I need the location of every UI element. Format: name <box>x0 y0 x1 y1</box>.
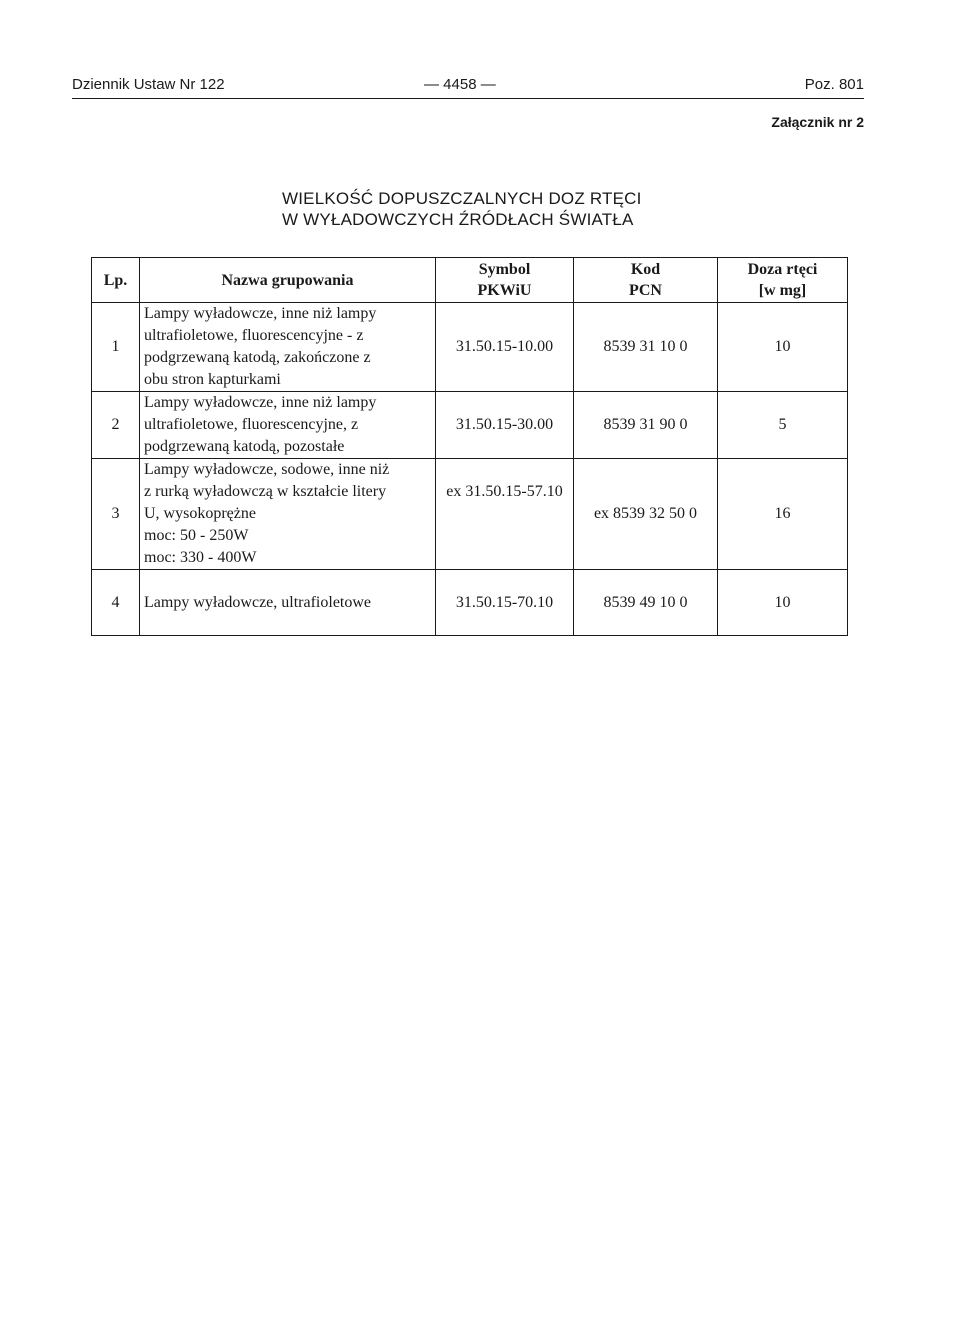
row-lp: 1 <box>92 303 140 392</box>
table-row <box>92 570 848 636</box>
col-header-kod: Kod PCN <box>574 258 718 303</box>
row-doza: 5 <box>718 392 848 459</box>
row-name: Lampy wyładowcze, ultrafioletowe <box>140 570 436 636</box>
page-header <box>72 76 864 99</box>
row-doza: 10 <box>718 303 848 392</box>
col-header-name: Nazwa grupowania <box>140 258 436 303</box>
row-name: Lampy wyładowcze, inne niż lampy ultrafioletowe, fluorescencyjne - z podgrzewaną katodą, zakończone z obu stron kapturkami <box>140 303 436 392</box>
row-symbol: 31.50.15-10.00 <box>436 303 574 392</box>
page-number: — 4458 — <box>424 76 496 93</box>
table-row <box>92 392 848 459</box>
row-symbol: ex 31.50.15-57.10 <box>436 459 574 570</box>
annex-label: Załącznik nr 2 <box>771 114 864 130</box>
row-symbol: 31.50.15-70.10 <box>436 570 574 636</box>
document-title <box>282 188 642 230</box>
title-line-2: W WYŁADOWCZYCH ŹRÓDŁACH ŚWIATŁA <box>282 210 634 229</box>
table-header-row <box>92 258 848 303</box>
col-header-doza: Doza rtęci [w mg] <box>718 258 848 303</box>
row-kod: 8539 49 10 0 <box>574 570 718 636</box>
mercury-dose-table <box>91 257 848 636</box>
row-kod: 8539 31 90 0 <box>574 392 718 459</box>
row-doza: 10 <box>718 570 848 636</box>
row-name: Lampy wyładowcze, sodowe, inne niż z rurką wyładowczą w kształcie litery U, wysokoprężne moc: 50 - 250W moc: 330 - 400W <box>140 459 436 570</box>
journal-title: Dziennik Ustaw Nr 122 <box>72 76 225 93</box>
position-number: Poz. 801 <box>804 76 864 93</box>
row-lp: 3 <box>92 459 140 570</box>
row-kod: 8539 31 10 0 <box>574 303 718 392</box>
col-header-symbol: Symbol PKWiU <box>436 258 574 303</box>
row-lp: 2 <box>92 392 140 459</box>
col-header-lp: Lp. <box>92 258 140 303</box>
row-name: Lampy wyładowcze, inne niż lampy ultrafioletowe, fluorescencyjne, z podgrzewaną katodą, pozostałe <box>140 392 436 459</box>
title-line-1: WIELKOŚĆ DOPUSZCZALNYCH DOZ RTĘCI <box>282 189 642 208</box>
row-kod: ex 8539 32 50 0 <box>574 459 718 570</box>
row-doza: 16 <box>718 459 848 570</box>
table-row <box>92 459 848 570</box>
table-row <box>92 303 848 392</box>
row-symbol: 31.50.15-30.00 <box>436 392 574 459</box>
row-lp: 4 <box>92 570 140 636</box>
